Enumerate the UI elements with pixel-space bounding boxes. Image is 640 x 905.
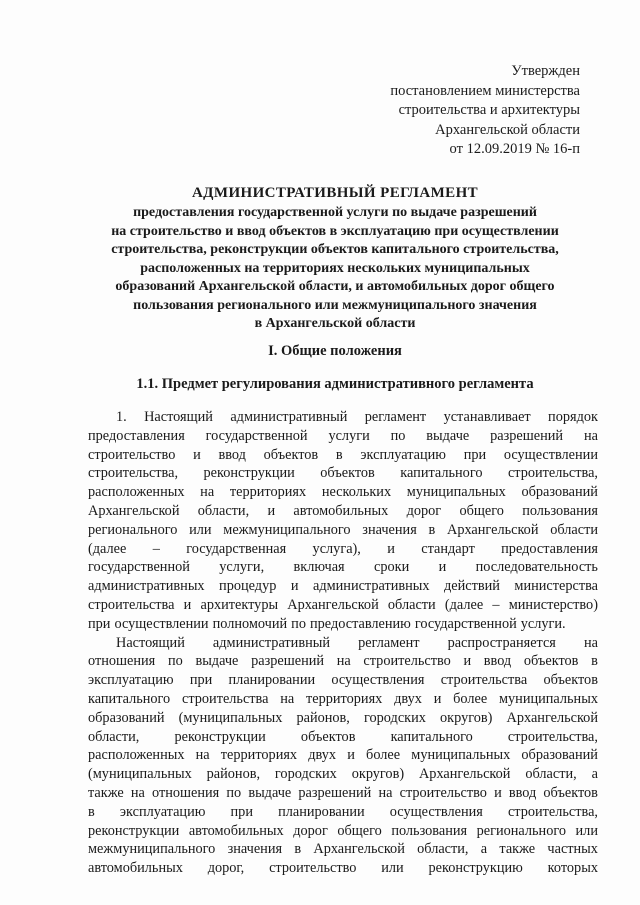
text-line <box>88 803 598 822</box>
word: значения <box>362 521 417 538</box>
word: и <box>433 690 442 707</box>
section-heading: I. Общие положения <box>268 343 402 359</box>
text-line <box>88 840 598 859</box>
subtitle-line: в Архангельской области <box>254 316 416 331</box>
word: объектов <box>263 446 319 463</box>
word: эксплуатацию <box>360 446 446 463</box>
word: при <box>463 446 487 463</box>
word: последовательность <box>475 559 598 576</box>
word: при <box>230 803 253 820</box>
word: строительства <box>440 672 528 689</box>
word: автомобильных <box>88 860 183 877</box>
word: двух <box>308 747 337 764</box>
word: муниципальных <box>498 690 598 707</box>
word: пользования <box>522 502 598 519</box>
word: государственной <box>88 559 190 576</box>
word: Архангельской <box>88 502 180 519</box>
word: частных <box>547 841 598 858</box>
word: на <box>583 427 598 444</box>
text-line <box>88 615 598 634</box>
word: сроки <box>374 559 410 576</box>
word: объектов <box>543 784 598 801</box>
paragraph-2 <box>88 634 598 878</box>
word: – <box>492 596 500 613</box>
word: осуществлении <box>114 615 209 632</box>
text-line <box>88 577 598 596</box>
word: строительства <box>181 690 269 707</box>
word: в <box>428 521 436 538</box>
word: ввод <box>508 784 537 801</box>
subsection-heading: 1.1. Предмет регулирования административного регламента <box>136 376 534 392</box>
word: строительства, <box>507 803 598 820</box>
word: (муниципальных <box>88 766 192 783</box>
word: реконструкции <box>203 465 295 482</box>
word: Архангельской <box>418 766 511 783</box>
word: дорог <box>406 502 442 519</box>
word: и <box>494 784 502 801</box>
word: – <box>152 540 160 557</box>
word: территориях <box>229 484 307 501</box>
word: строительство <box>88 446 176 463</box>
word: Архангельской <box>506 709 598 726</box>
word: Архангельской <box>287 596 379 613</box>
word: выдаче <box>248 784 292 801</box>
word: архитектуры <box>200 596 279 613</box>
word: распространяется <box>447 634 556 651</box>
body-text <box>88 408 598 878</box>
word: области, <box>417 841 469 858</box>
word: (далее <box>444 596 484 613</box>
approval-line: Утвержден <box>511 63 580 79</box>
word: автомобильных <box>188 822 284 839</box>
word: строительство <box>399 784 487 801</box>
word: регионального <box>476 822 566 839</box>
text-line <box>88 427 598 446</box>
text-line <box>88 596 598 615</box>
word: по <box>226 784 242 801</box>
word: также <box>88 784 124 801</box>
word: строительство <box>269 860 357 877</box>
word: на <box>130 784 145 801</box>
word: капитального <box>390 728 473 745</box>
word: услуги, <box>219 559 265 576</box>
word: расположенных <box>88 747 185 764</box>
word: услуги <box>328 427 370 444</box>
word: стандарт <box>421 540 475 557</box>
word: объектов <box>543 672 598 689</box>
word: или <box>575 822 598 839</box>
word: осуществления <box>389 803 483 820</box>
word: регламент <box>364 409 427 425</box>
subtitle-line: пользования регионального или межмуниципального значения <box>133 297 537 313</box>
word: разрешений <box>251 653 325 670</box>
word: также <box>499 841 536 858</box>
word: (далее <box>88 540 127 557</box>
word: порядок <box>548 409 598 425</box>
word: реконструкции <box>174 728 266 745</box>
text-line <box>88 634 598 653</box>
word: в <box>591 653 598 670</box>
word: государственная <box>186 540 287 557</box>
word: области, <box>525 766 577 783</box>
subtitle-line: на строительство и ввод объектов в эксплуатацию при осуществлении <box>111 223 559 239</box>
word: а <box>591 766 598 783</box>
approval-line: строительства и архитектуры <box>398 102 580 118</box>
word: регионального <box>88 521 178 538</box>
word: и <box>193 446 201 463</box>
word: а <box>480 841 488 858</box>
word: Архангельской <box>447 521 539 538</box>
word: реконструкции <box>88 822 180 839</box>
word: городских <box>364 709 426 726</box>
word: предоставлению <box>309 615 411 632</box>
word: разрешений <box>490 427 564 444</box>
word: области, <box>88 728 140 745</box>
word: и <box>267 502 276 519</box>
word: государственной <box>205 427 308 444</box>
word: предоставления <box>501 540 598 557</box>
word: на <box>378 784 393 801</box>
word: строительство <box>363 653 451 670</box>
text-line <box>88 746 598 765</box>
word: значения <box>227 841 283 858</box>
text-line <box>88 652 598 671</box>
word: более <box>366 747 401 764</box>
word: услуги. <box>520 615 566 632</box>
word: и <box>347 747 355 764</box>
word: услуга), <box>312 540 361 557</box>
subtitle-line: строительства, реконструкции объектов капитального строительства, <box>111 242 559 257</box>
word: или <box>381 860 404 877</box>
word: министерство) <box>508 596 598 613</box>
word: капитального <box>400 465 483 482</box>
word: отношения <box>88 653 156 670</box>
text-line <box>88 690 598 709</box>
word: при <box>88 615 111 632</box>
word: на <box>336 653 351 670</box>
word: эксплуатацию <box>88 672 174 689</box>
word: на <box>583 634 598 651</box>
word: полномочий <box>212 615 288 632</box>
word: 1. <box>116 409 127 425</box>
word: отношения <box>152 784 220 801</box>
paragraph-1 <box>88 408 598 634</box>
word: городских <box>274 766 337 783</box>
text-line <box>88 765 598 784</box>
word: на <box>280 690 295 707</box>
word: округов) <box>440 709 493 726</box>
approval-line: Архангельской области <box>435 121 580 138</box>
word: по <box>167 653 183 670</box>
word: реконструкцию <box>428 860 523 877</box>
word: межмуниципального <box>88 841 216 858</box>
word: округов) <box>351 766 405 783</box>
word: строительства <box>88 596 175 613</box>
word: которых <box>547 860 598 877</box>
word: планировании <box>278 803 365 820</box>
word: пользования <box>391 822 468 839</box>
word: ввод <box>218 446 246 463</box>
word: административных <box>88 578 205 595</box>
approval-stamp <box>390 62 580 160</box>
text-line <box>88 408 598 427</box>
word: нескольких <box>321 484 392 501</box>
text-line <box>88 709 598 728</box>
word: процедур <box>219 578 277 595</box>
text-line <box>88 483 598 502</box>
word: межмуниципального <box>223 521 351 538</box>
word: общего <box>459 502 504 519</box>
word: административных <box>312 578 430 595</box>
word: административный <box>230 409 348 425</box>
word: при <box>189 672 213 689</box>
word: общего <box>337 822 382 839</box>
word: муниципальных <box>411 747 511 764</box>
word: (муниципальных <box>178 709 283 726</box>
word: муниципальных <box>406 484 506 501</box>
word: включая <box>293 559 345 576</box>
document-title: АДМИНИСТРАТИВНЫЙ РЕГЛАМЕНТ <box>191 185 479 201</box>
text-line <box>88 521 598 540</box>
word: территориях <box>306 690 383 707</box>
subtitle-line: расположенных на территориях нескольких муниципальных <box>140 260 530 276</box>
word: разрешений <box>298 784 372 801</box>
word: объектов <box>300 728 356 745</box>
word: дорог, <box>207 860 245 877</box>
word: в <box>294 841 302 858</box>
word: и <box>463 653 472 670</box>
word: и <box>438 559 447 576</box>
word: эксплуатацию <box>119 803 206 820</box>
word: области <box>550 521 598 538</box>
text-line <box>88 784 598 803</box>
word: регламент <box>358 634 420 651</box>
word: и <box>387 540 395 557</box>
subtitle-line: предоставления государственной услуги по выдаче разрешений <box>133 205 537 220</box>
word: строительства, <box>88 465 179 482</box>
text-line <box>88 728 598 747</box>
text-line <box>88 859 598 878</box>
word: в <box>88 803 95 820</box>
word: осуществлении <box>503 446 598 463</box>
word: Архангельской <box>313 841 405 858</box>
word: или <box>189 521 212 538</box>
word: Настоящий <box>144 409 213 425</box>
word: области <box>387 596 436 613</box>
text-line <box>88 822 598 841</box>
document-title-block <box>70 184 600 334</box>
word: расположенных <box>88 484 185 501</box>
word: ввод <box>483 653 512 670</box>
text-line <box>88 671 598 690</box>
word: образований <box>521 484 598 501</box>
word: территориях <box>220 747 298 764</box>
word: районов, <box>296 709 350 726</box>
word: автомобильных <box>293 502 389 519</box>
word: Настоящий <box>116 634 185 651</box>
word: образований <box>88 709 165 726</box>
word: и <box>290 578 299 595</box>
word: министерства <box>514 578 598 595</box>
text-line <box>88 502 598 521</box>
word: строительства, <box>507 465 598 482</box>
word: по <box>390 427 406 444</box>
word: дорог <box>293 822 328 839</box>
word: выдаче <box>426 427 470 444</box>
word: по <box>291 615 306 632</box>
word: строительства, <box>507 728 598 745</box>
approval-line: постановлением министерства <box>390 82 580 99</box>
word: объектов <box>320 465 375 482</box>
word: двух <box>394 690 422 707</box>
word: капитального <box>88 690 171 707</box>
word: государственной <box>414 615 517 632</box>
text-line <box>88 464 598 483</box>
word: административный <box>212 634 330 651</box>
subtitle-line: образований Архангельской области, и автомобильных дорог общего <box>115 279 555 294</box>
approval-line: от 12.09.2019 № 16-п <box>449 141 580 157</box>
word: в <box>335 446 343 463</box>
text-line <box>88 446 598 465</box>
text-line <box>88 540 598 559</box>
word: районов, <box>206 766 261 783</box>
word: образований <box>521 747 598 764</box>
word: планировании <box>228 672 316 689</box>
word: и <box>183 596 192 613</box>
word: выдаче <box>195 653 239 670</box>
word: на <box>195 747 210 764</box>
word: устанавливает <box>443 409 531 425</box>
word: объектов <box>523 653 579 670</box>
word: на <box>200 484 215 501</box>
word: области, <box>197 502 250 519</box>
word: предоставления <box>88 427 185 444</box>
text-line <box>88 558 598 577</box>
document-subtitle <box>70 204 600 334</box>
word: осуществления <box>331 672 425 689</box>
word: более <box>453 690 488 707</box>
word: действий <box>444 578 500 595</box>
